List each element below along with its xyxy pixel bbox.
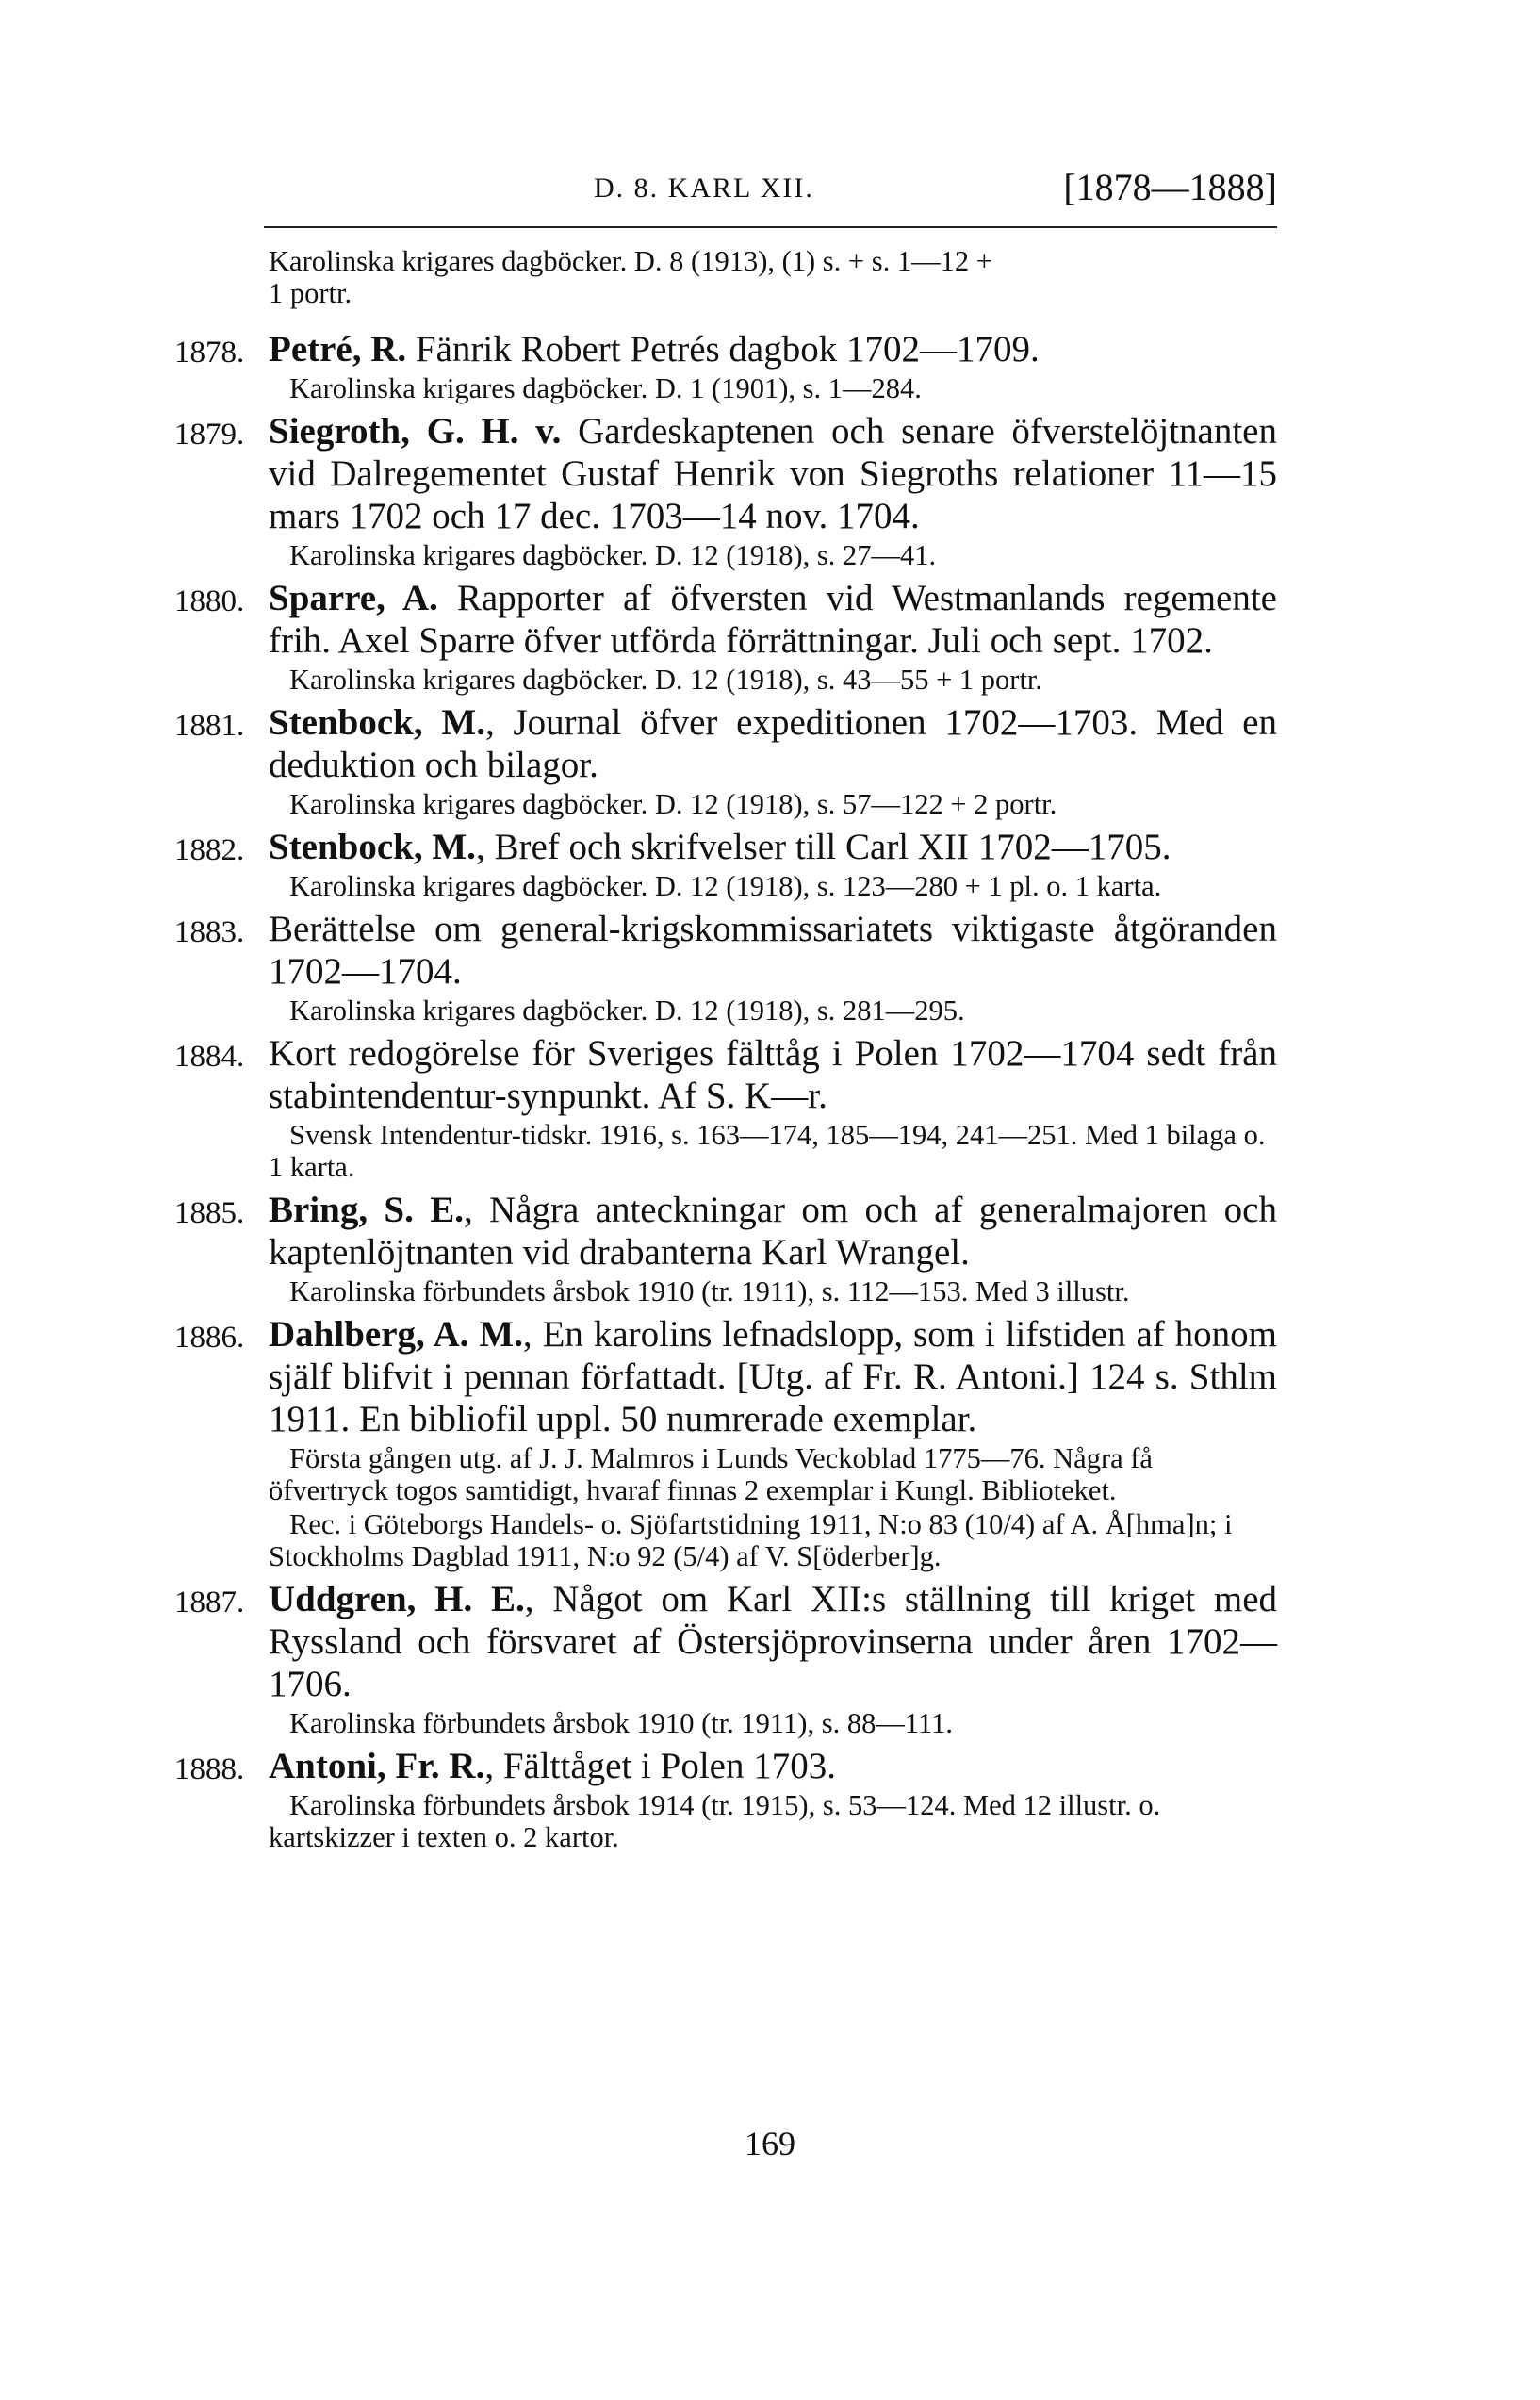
bibliography-entry	[174, 410, 1277, 571]
entry-title	[269, 826, 1277, 868]
entry-text: , Journal öfver expeditionen 1702—1703. Med en deduktion och bilagor.	[269, 702, 1277, 785]
entry-note: Karolinska krigares dagböcker. D. 12 (1918), s. 43—55 + 1 portr.	[289, 664, 1043, 696]
entry-text: Berättelse om general-krigskommissariatets viktigaste åtgöranden 1702—1704.	[269, 909, 1277, 992]
entry-title	[269, 1313, 1277, 1440]
entry-title	[269, 577, 1277, 662]
entry-title	[269, 1745, 1277, 1787]
entry-note: Karolinska krigares dagböcker. D. 1 (1901), s. 1—284.	[289, 372, 922, 404]
entry-list	[174, 328, 1277, 1853]
entry-text: Rapporter af öfversten vid Westmanlands regemente frih. Axel Sparre öfver utförda förrättningar. Juli och sept. 1702.	[269, 578, 1277, 661]
entry-number: 1884.	[174, 1040, 245, 1074]
continuation-line-1: Karolinska krigares dagböcker. D. 8 (1913), (1) s. + s. 1—12 +	[269, 245, 992, 277]
header-rule	[264, 226, 1277, 228]
bibliography-entry	[174, 1578, 1277, 1739]
author-name: Petré, R.	[269, 329, 407, 370]
header-range: [1878—1888]	[1063, 166, 1277, 208]
entry-number: 1882.	[174, 833, 245, 867]
entry-notes	[269, 788, 1277, 820]
entry-notes	[269, 1707, 1277, 1739]
entry-title	[269, 328, 1277, 370]
entry-notes	[269, 372, 1277, 404]
entry-number: 1887.	[174, 1586, 245, 1619]
entry-title	[269, 1032, 1277, 1117]
entry-text: , Fälttåget i Polen 1703.	[484, 1746, 836, 1786]
entry-text: , Bref och skrifvelser till Carl XII 1702—1705.	[475, 827, 1171, 867]
previous-entry-continuation	[174, 245, 1277, 309]
entry-note: Svensk Intendentur-tidskr. 1916, s. 163—174, 185—194, 241—251. Med 1 bilaga o. 1 karta.	[269, 1119, 1266, 1183]
entry-note: Första gången utg. af J. J. Malmros i Lunds Veckoblad 1775—76. Några få öfvertryck togos samtidigt, hvaraf finnas 2 exemplar i Kungl. Biblioteket.	[269, 1442, 1153, 1506]
entry-number: 1885.	[174, 1196, 245, 1230]
author-name: Siegroth, G. H. v.	[269, 411, 562, 452]
entry-number: 1878.	[174, 336, 245, 370]
entry-title	[269, 701, 1277, 786]
entry-number: 1886.	[174, 1321, 245, 1355]
entry-text: Fänrik Robert Petrés dagbok 1702—1709.	[406, 329, 1040, 370]
entry-number: 1879.	[174, 418, 245, 452]
bibliography-entry	[174, 826, 1277, 902]
continuation-line-2: 1 portr.	[269, 277, 352, 309]
page-number: 169	[745, 2125, 795, 2162]
bibliography-entry	[174, 908, 1277, 1027]
bibliography-entry	[174, 1189, 1277, 1307]
entry-text: Gardeskaptenen och senare öfverstelöjtnanten vid Dalregementet Gustaf Henrik von Siegroths relationer 11—15 mars 1702 och 17 dec. 1703—14 nov. 1704.	[269, 411, 1277, 536]
entry-notes	[269, 1119, 1277, 1183]
bibliography-entry	[174, 1032, 1277, 1183]
bibliography-entry	[174, 328, 1277, 404]
entry-notes	[269, 1789, 1277, 1853]
entry-title	[269, 1578, 1277, 1705]
entry-notes	[269, 1275, 1277, 1307]
entry-notes	[269, 664, 1277, 696]
entry-number: 1880.	[174, 584, 245, 618]
author-name: Dahlberg, A. M.	[269, 1314, 523, 1355]
entry-text: , Något om Karl XII:s ställning till kriget med Ryssland och försvaret af Östersjöprovinserna under åren 1702—1706.	[269, 1579, 1277, 1704]
bibliography-entry	[174, 1745, 1277, 1853]
entry-number: 1883.	[174, 915, 245, 949]
entry-text: , Några anteckningar om och af generalmajoren och kaptenlöjtnanten vid drabanterna Karl Wrangel.	[269, 1190, 1277, 1273]
entry-text: , En karolins lefnadslopp, som i lifstiden af honom själf blifvit i pennan författadt. [Utg. af Fr. R. Antoni.] 124 s. Sthlm 1911. En bibliofil uppl. 50 numrerade exemplar.	[269, 1314, 1277, 1439]
entry-number: 1881.	[174, 709, 245, 743]
entry-number: 1888.	[174, 1752, 245, 1786]
author-name: Antoni, Fr. R.	[269, 1746, 485, 1786]
author-name: Uddgren, H. E.	[269, 1579, 525, 1619]
bibliography-body	[174, 245, 1277, 1859]
header-title: D. 8. KARL XII.	[594, 173, 814, 204]
entry-notes	[269, 995, 1277, 1027]
entry-text: Kort redogörelse för Sveriges fälttåg i Polen 1702—1704 sedt från stabintendentur-synpunkt. Af S. K—r.	[269, 1033, 1277, 1116]
entry-title	[269, 908, 1277, 993]
author-name: Stenbock, M.	[269, 702, 485, 743]
author-name: Stenbock, M.	[269, 827, 476, 867]
entry-notes	[269, 870, 1277, 902]
entry-note: Karolinska förbundets årsbok 1910 (tr. 1911), s. 88—111.	[289, 1707, 953, 1739]
entry-note: Karolinska krigares dagböcker. D. 12 (1918), s. 57—122 + 2 portr.	[289, 788, 1057, 820]
bibliography-entry	[174, 701, 1277, 820]
author-name: Bring, S. E.	[269, 1190, 464, 1230]
running-header	[264, 165, 1277, 212]
entry-note: Karolinska krigares dagböcker. D. 12 (1918), s. 281—295.	[289, 995, 965, 1027]
entry-note: Karolinska förbundets årsbok 1914 (tr. 1915), s. 53—124. Med 12 illustr. o. kartskizzer i texten o. 2 kartor.	[269, 1789, 1161, 1853]
entry-notes	[269, 1442, 1277, 1572]
entry-note: Karolinska förbundets årsbok 1910 (tr. 1911), s. 112—153. Med 3 illustr.	[289, 1275, 1130, 1307]
entry-note: Rec. i Göteborgs Handels- o. Sjöfartstidning 1911, N:o 83 (10/4) af A. Å[hma]n; i Stockholms Dagblad 1911, N:o 92 (5/4) af V. S[öderber]g.	[269, 1508, 1233, 1572]
entry-notes	[269, 539, 1277, 571]
author-name: Sparre, A.	[269, 578, 438, 618]
entry-note: Karolinska krigares dagböcker. D. 12 (1918), s. 123—280 + 1 pl. o. 1 karta.	[289, 870, 1162, 902]
entry-title	[269, 1189, 1277, 1274]
entry-note: Karolinska krigares dagböcker. D. 12 (1918), s. 27—41.	[289, 539, 937, 571]
bibliography-entry	[174, 577, 1277, 696]
entry-title	[269, 410, 1277, 537]
bibliography-entry	[174, 1313, 1277, 1572]
